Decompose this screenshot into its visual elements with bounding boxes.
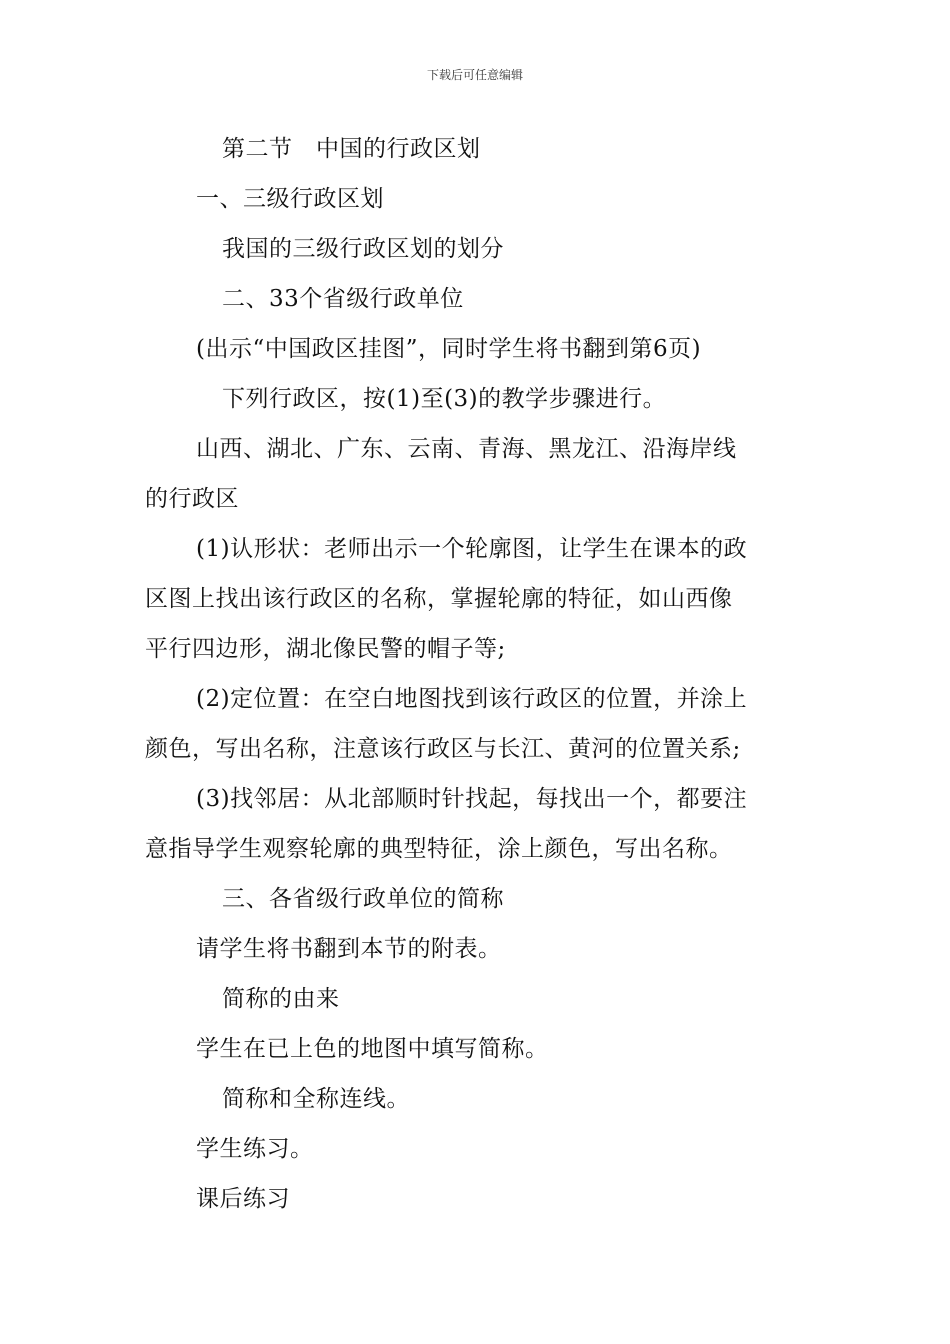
- page-header: 下载后可任意编辑: [426, 68, 523, 82]
- paragraph-line: 区图上找出该行政区的名称，掌握轮廓的特征，如山西像: [145, 586, 733, 612]
- paragraph-line: 简称和全称连线。: [222, 1086, 410, 1112]
- heading-1: 一、三级行政区划: [196, 186, 384, 212]
- paragraph-line: 学生练习。: [196, 1136, 314, 1162]
- section-title: 第二节 中国的行政区划: [222, 136, 481, 162]
- paragraph-line: 学生在已上色的地图中填写简称。: [196, 1036, 549, 1062]
- paragraph-line: 的行政区: [145, 486, 239, 512]
- heading-2: 二、33个省级行政单位: [222, 286, 464, 312]
- paragraph-line: 课后练习: [196, 1186, 290, 1212]
- paragraph-line: (3)找邻居：从北部顺时针找起，每找出一个，都要注: [196, 786, 748, 812]
- paragraph-line: 颜色，写出名称，注意该行政区与长江、黄河的位置关系;: [145, 736, 741, 762]
- paragraph-line: (2)定位置：在空白地图找到该行政区的位置，并涂上: [196, 686, 748, 712]
- paragraph-line: 请学生将书翻到本节的附表。: [196, 936, 502, 962]
- paragraph-line: 我国的三级行政区划的划分: [222, 236, 504, 262]
- paragraph-line: 简称的由来: [222, 986, 340, 1012]
- heading-3: 三、各省级行政单位的简称: [222, 886, 504, 912]
- paragraph-line: (1)认形状：老师出示一个轮廓图，让学生在课本的政: [196, 536, 748, 562]
- paragraph-line: 山西、湖北、广东、云南、青海、黑龙江、沿海岸线: [196, 436, 737, 462]
- paragraph-line: 意指导学生观察轮廓的典型特征，涂上颜色，写出名称。: [145, 836, 733, 862]
- paragraph-line: 下列行政区，按(1)至(3)的教学步骤进行。: [222, 386, 667, 412]
- paragraph-line: 平行四边形，湖北像民警的帽子等;: [145, 636, 506, 662]
- paragraph-line: (出示“中国政区挂图”，同时学生将书翻到第6页): [196, 336, 702, 362]
